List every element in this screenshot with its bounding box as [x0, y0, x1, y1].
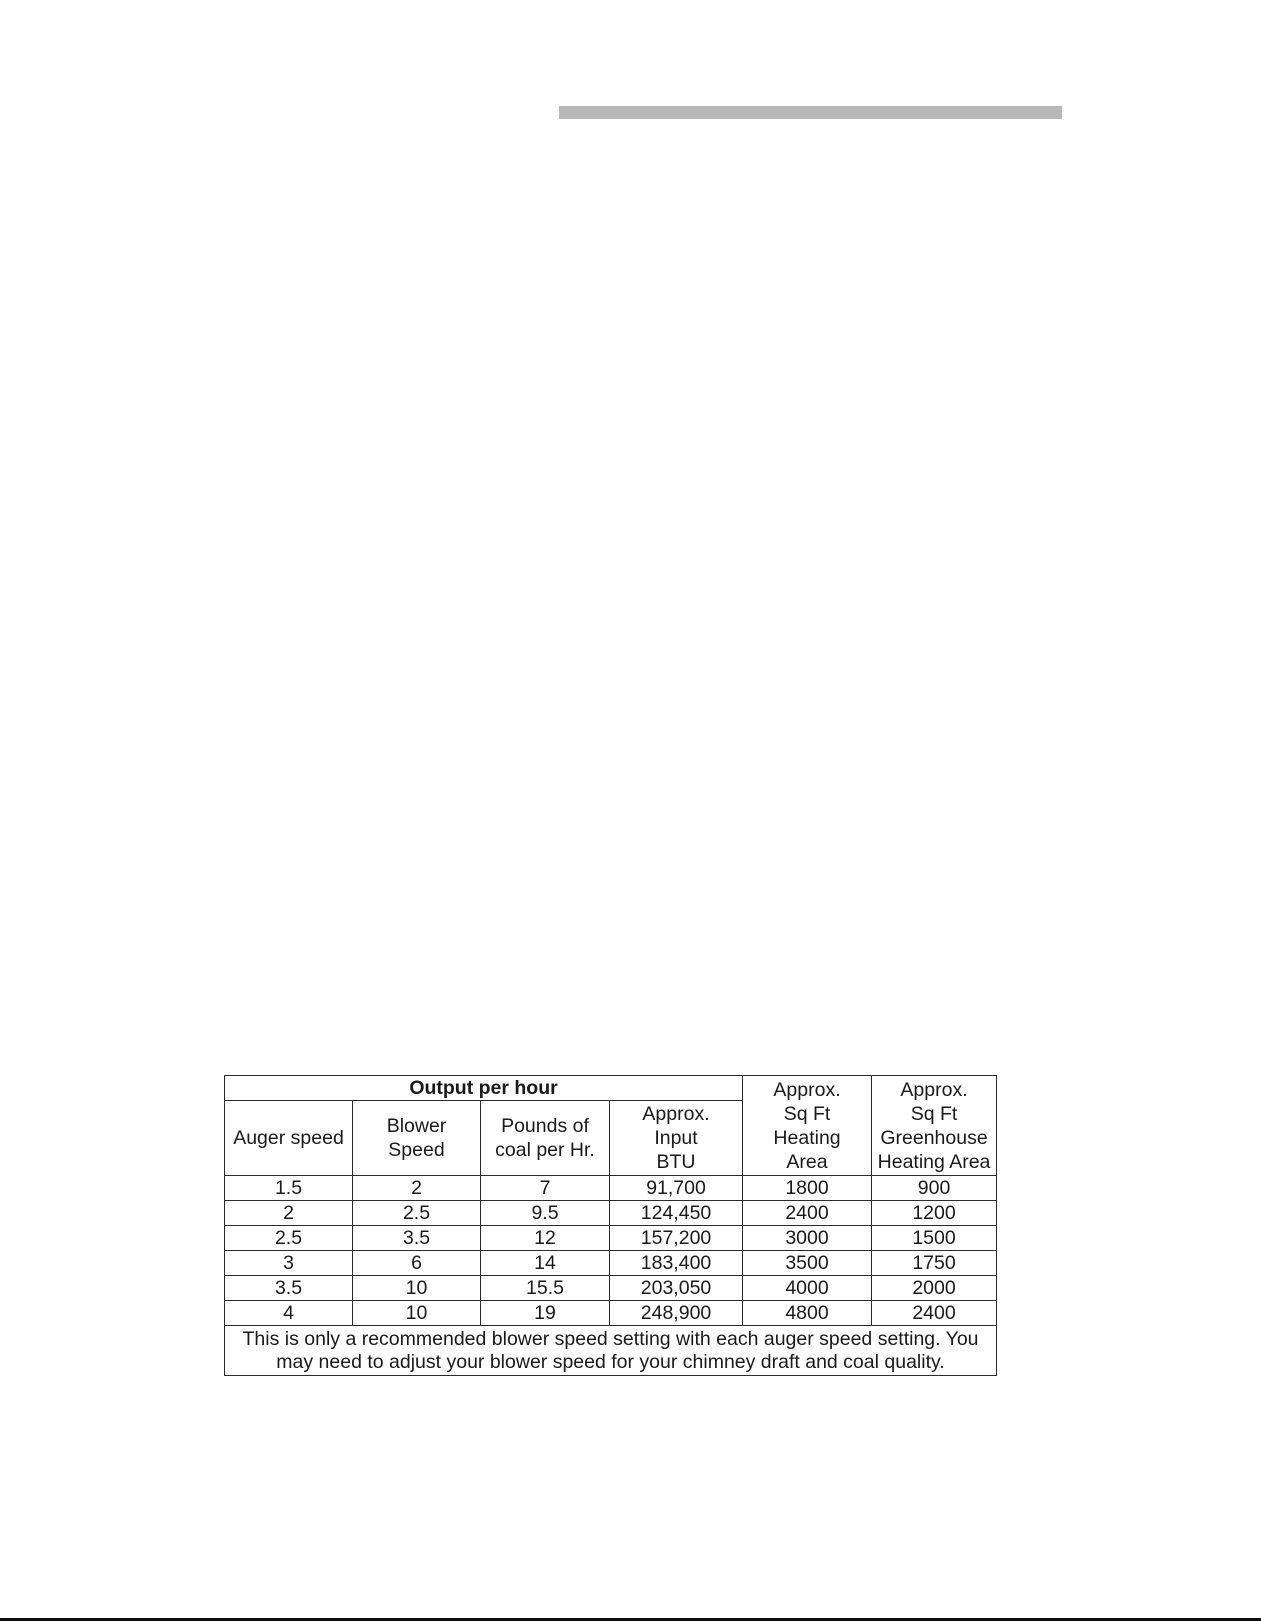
col-pounds-coal: [481, 1101, 610, 1176]
cell-greenhouse: 1750: [872, 1251, 997, 1276]
col-blower-line-2: Speed: [388, 1139, 445, 1161]
col-greenhouse-heating-area: [872, 1076, 997, 1176]
cell-btu: 91,700: [610, 1176, 743, 1201]
cell-sqft: 4000: [743, 1276, 872, 1301]
col-sqft-line-4: Area: [786, 1150, 828, 1173]
cell-auger: 2.5: [225, 1226, 353, 1251]
col-btu-line-1: Approx.: [642, 1103, 710, 1125]
col-sqft-line-3: Heating: [773, 1126, 841, 1149]
col-pounds-line-2: coal per Hr.: [495, 1139, 595, 1161]
cell-sqft: 3000: [743, 1226, 872, 1251]
col-greenhouse-line-1: Approx.: [900, 1078, 968, 1101]
col-pounds-line-1: Pounds of: [501, 1115, 589, 1137]
cell-sqft: 1800: [743, 1176, 872, 1201]
col-btu-line-2: Input: [654, 1127, 698, 1149]
cell-pounds: 9.5: [481, 1201, 610, 1226]
cell-blower: 6: [353, 1251, 481, 1276]
col-sqft-heating-area: [743, 1076, 872, 1176]
col-blower-speed: [353, 1101, 481, 1176]
col-sqft-line-1: Approx.: [773, 1078, 841, 1101]
cell-auger: 3.5: [225, 1276, 353, 1301]
cell-btu: 124,450: [610, 1201, 743, 1226]
cell-auger: 1.5: [225, 1176, 353, 1201]
cell-blower: 2: [353, 1176, 481, 1201]
col-greenhouse-line-4: Heating Area: [877, 1150, 991, 1173]
cell-greenhouse: 1500: [872, 1226, 997, 1251]
col-sqft-line-2: Sq Ft: [783, 1102, 831, 1125]
cell-pounds: 15.5: [481, 1276, 610, 1301]
table-row: [225, 1276, 997, 1301]
cell-sqft: 4800: [743, 1301, 872, 1326]
cell-pounds: 14: [481, 1251, 610, 1276]
col-btu-line-3: BTU: [656, 1151, 696, 1173]
cell-blower: 2.5: [353, 1201, 481, 1226]
cell-btu: 183,400: [610, 1251, 743, 1276]
cell-blower: 10: [353, 1276, 481, 1301]
cell-sqft: 3500: [743, 1251, 872, 1276]
col-blower-line-1: Blower: [386, 1115, 447, 1137]
col-greenhouse-line-3: Greenhouse: [880, 1126, 988, 1149]
table-row: [225, 1201, 997, 1226]
output-table: [224, 1075, 997, 1376]
cell-btu: 248,900: [610, 1301, 743, 1326]
header-bar: [559, 106, 1062, 119]
cell-blower: 10: [353, 1301, 481, 1326]
output-per-hour-header: Output per hour: [225, 1076, 743, 1101]
cell-btu: 203,050: [610, 1276, 743, 1301]
table-row: [225, 1251, 997, 1276]
col-auger-label: Auger speed: [233, 1127, 344, 1149]
col-input-btu: [610, 1101, 743, 1176]
cell-greenhouse: 900: [872, 1176, 997, 1201]
cell-sqft: 2400: [743, 1201, 872, 1226]
cell-btu: 157,200: [610, 1226, 743, 1251]
cell-pounds: 19: [481, 1301, 610, 1326]
table-row: [225, 1301, 997, 1326]
cell-auger: 2: [225, 1201, 353, 1226]
col-auger-speed: [225, 1101, 353, 1176]
table-row: [225, 1176, 997, 1201]
cell-greenhouse: 2000: [872, 1276, 997, 1301]
cell-auger: 4: [225, 1301, 353, 1326]
cell-greenhouse: 2400: [872, 1301, 997, 1326]
table-note: This is only a recommended blower speed setting with each auger speed setting. You may need to adjust your blower speed for your chimney draft and coal quality.: [225, 1326, 997, 1376]
table-row: [225, 1226, 997, 1251]
cell-greenhouse: 1200: [872, 1201, 997, 1226]
cell-blower: 3.5: [353, 1226, 481, 1251]
cell-auger: 3: [225, 1251, 353, 1276]
cell-pounds: 12: [481, 1226, 610, 1251]
cell-pounds: 7: [481, 1176, 610, 1201]
col-greenhouse-line-2: Sq Ft: [910, 1102, 958, 1125]
